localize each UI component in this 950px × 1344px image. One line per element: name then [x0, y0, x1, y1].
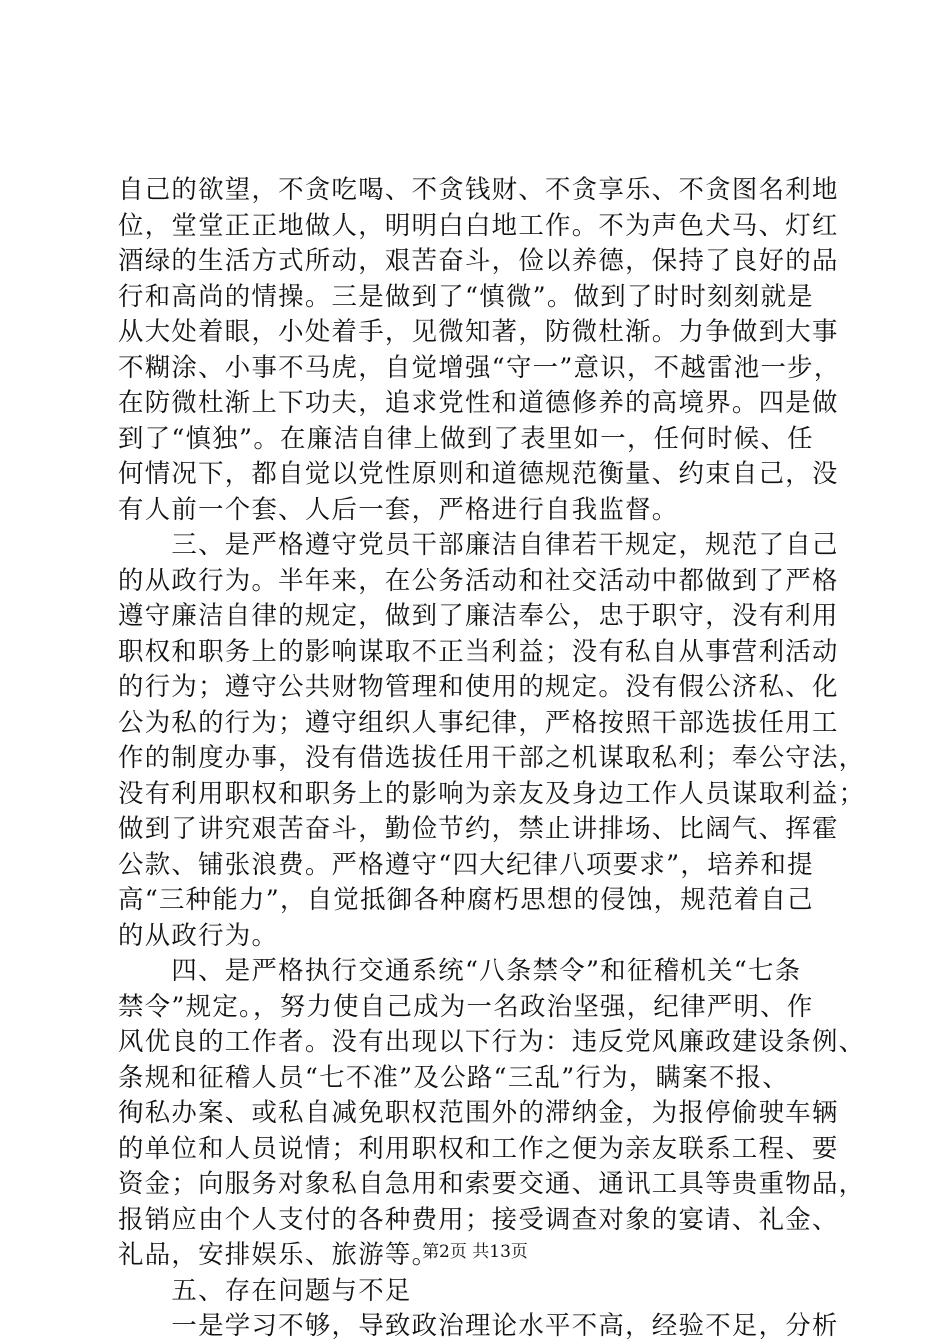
text-line: 不糊涂、小事不马虎，自觉增强“守一”意识，不越雷池一步， [118, 351, 841, 382]
text-line: 公为私的行为；遵守组织人事纪律，严格按照干部选拔任用工 [118, 706, 839, 737]
section-five-heading: 五、存在问题与不足 [118, 1274, 412, 1305]
text-line: 位，堂堂正正地做人，明明白白地工作。不为声色犬马、灯红 [118, 209, 839, 240]
text-line: 礼品，安排娱乐、旅游等。 [118, 1239, 439, 1269]
text-line: 的行为；遵守公共财物管理和使用的规定。没有假公济私、化 [118, 671, 839, 701]
text-line: 酒绿的生活方式所动，艰苦奋斗，俭以养德，保持了良好的品 [118, 245, 839, 275]
text-line: 禁令”规定。，努力使自己成为一名政治坚强，纪律严明、作 [118, 990, 814, 1021]
text-line: 风优良的工作者。没有出现以下行为：违反党风廉政建设条例、 [118, 1026, 866, 1056]
section-four-heading-line: 四、是严格执行交通系统“八条禁令”和征稽机关“七条 [118, 955, 802, 985]
text-line: 的从政行为。 [118, 919, 279, 950]
text-line: 资金；向服务对象私自急用和索要交通、通讯工具等贵重物品， [118, 1168, 866, 1198]
section-three-heading-line: 三、是严格遵守党员干部廉洁自律若干规定，规范了自己 [118, 529, 839, 559]
text-line: 遵守廉洁自律的规定，做到了廉洁奉公，忠于职守，没有利用 [118, 600, 839, 630]
text-line: 作的制度办事，没有借选拔任用干部之机谋取私利；奉公守法， [118, 742, 866, 772]
text-line: 的单位和人员说情；利用职权和工作之便为亲友联系工程、要 [118, 1132, 839, 1163]
text-line: 在防微杜渐上下功夫，追求党性和道德修养的高境界。四是做 [118, 387, 839, 417]
text-line: 有人前一个套、人后一套，严格进行自我监督。 [118, 493, 679, 524]
text-line: 条规和征稽人员“七不准”及公路“三乱”行为，瞒案不报、 [118, 1061, 790, 1092]
text-line: 职权和职务上的影响谋取不正当利益；没有私自从事营利活动 [118, 635, 839, 666]
text-line: 没有利用职权和职务上的影响为亲友及身边工作人员谋取利益； [118, 777, 866, 808]
text-line: 做到了讲究艰苦奋斗，勤俭节约，禁止讲排场、比阔气、挥霍 [118, 813, 839, 843]
text-line: 徇私办案、或私自减免职权范围外的滞纳金，为报停偷驶车辆 [118, 1097, 839, 1127]
text-line: 到了“慎独”。在廉洁自律上做到了表里如一，任何时候、任 [118, 422, 814, 453]
text-line: 从大处着眼，小处着手，见微知著，防微杜渐。力争做到大事 [118, 316, 839, 346]
text-line: 高“三种能力”，自觉抵御各种腐朽思想的侵蚀，规范着自己 [118, 884, 814, 914]
text-line: 何情况下，都自觉以党性原则和道德规范衡量、约束自己，没 [118, 458, 839, 488]
text-line: 公款、铺张浪费。严格遵守“四大纪律八项要求”，培养和提 [118, 848, 814, 879]
text-line: 行和高尚的情操。三是做到了“慎微”。做到了时时刻刻就是 [118, 280, 814, 311]
text-line: 的从政行为。半年来，在公务活动和社交活动中都做到了严格 [118, 564, 839, 595]
page-number-footer: 第2页 共13页 [422, 1242, 528, 1262]
text-line: 自己的欲望，不贪吃喝、不贪钱财、不贪享乐、不贪图名利地 [118, 174, 839, 204]
text-line: 一是学习不够，导致政治理论水平不高，经验不足，分析 [118, 1310, 839, 1340]
text-line: 报销应由个人支付的各种费用；接受调查对象的宴请、礼金、 [118, 1203, 839, 1234]
document-body [118, 172, 866, 1344]
